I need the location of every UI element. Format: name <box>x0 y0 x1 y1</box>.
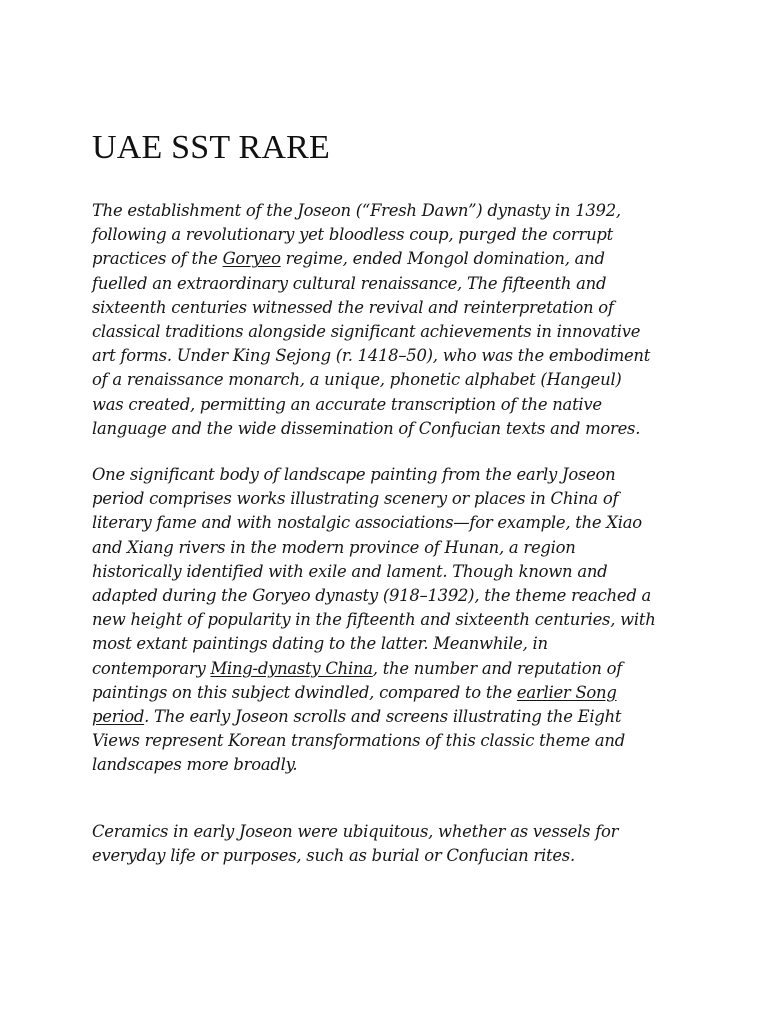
paragraph-line: new height of popularity in the fifteenth and sixteenth centuries, with <box>92 610 656 630</box>
paragraph-line: historically identified with exile and lament. Though known and <box>92 561 608 581</box>
paragraph-line <box>92 247 682 271</box>
earlier-song-period-link[interactable]: earlier Song <box>516 682 617 702</box>
paragraph-line: classical traditions alongside significant achievements in innovative <box>92 322 641 342</box>
paragraph-line: and Xiang rivers in the modern province of Hunan, a region <box>92 537 576 557</box>
paragraph-line: One significant body of landscape painting from the early Joseon <box>92 465 616 484</box>
paragraph-line: landscapes more broadly. <box>92 755 298 775</box>
text-segment: contemporary <box>92 658 211 678</box>
paragraph-line: following a revolutionary yet bloodless coup, purged the corrupt <box>92 225 613 245</box>
paragraph-ceramics <box>92 820 682 868</box>
paragraph-line: fuelled an extraordinary cultural renaissance, The fifteenth and <box>92 273 607 293</box>
document-title: UAE SST RARE <box>92 129 330 166</box>
text-segment: . The early Joseon scrolls and screens illustrating the Eight <box>144 707 622 727</box>
paragraph-line: of a renaissance monarch, a unique, phonetic alphabet (Hangeul) <box>92 370 622 390</box>
paragraph-landscape-painting <box>92 463 682 778</box>
paragraph-joseon-establishment <box>92 199 682 441</box>
text-segment: regime, ended Mongol domination, and <box>280 249 605 269</box>
paragraph-line: period comprises works illustrating scenery or places in China of <box>92 489 619 509</box>
goryeo-link[interactable]: Goryeo <box>222 249 281 269</box>
text-segment: practices of the <box>92 249 223 269</box>
paragraph-line <box>92 657 682 681</box>
paragraph-line: Views represent Korean transformations of this classic theme and <box>92 731 625 751</box>
text-segment: paintings on this subject dwindled, compared to the <box>92 682 517 702</box>
paragraph-line: Ceramics in early Joseon were ubiquitous, whether as vessels for <box>92 822 619 841</box>
text-segment: , the number and reputation of <box>372 658 623 678</box>
paragraph-line: adapted during the Goryeo dynasty (918–1392), the theme reached a <box>92 586 652 606</box>
paragraph-line <box>92 705 682 729</box>
earlier-song-period-link-continued[interactable]: period <box>92 707 145 727</box>
paragraph-line <box>92 681 682 705</box>
paragraph-line: was created, permitting an accurate transcription of the native <box>92 394 602 414</box>
paragraph-line: everyday life or purposes, such as burial or Confucian rites. <box>92 846 575 866</box>
paragraph-line: language and the wide dissemination of Confucian texts and mores. <box>92 418 641 438</box>
paragraph-line: literary fame and with nostalgic associations—for example, the Xiao <box>92 513 642 533</box>
paragraph-line: art forms. Under King Sejong (r. 1418–50), who was the embodiment <box>92 346 651 366</box>
paragraph-line: most extant paintings dating to the latter. Meanwhile, in <box>92 634 548 654</box>
paragraph-line: sixteenth centuries witnessed the revival and reinterpretation of <box>92 297 614 317</box>
ming-dynasty-china-link[interactable]: Ming-dynasty China <box>210 658 373 678</box>
paragraph-line: The establishment of the Joseon (“Fresh Dawn”) dynasty in 1392, <box>92 201 621 220</box>
